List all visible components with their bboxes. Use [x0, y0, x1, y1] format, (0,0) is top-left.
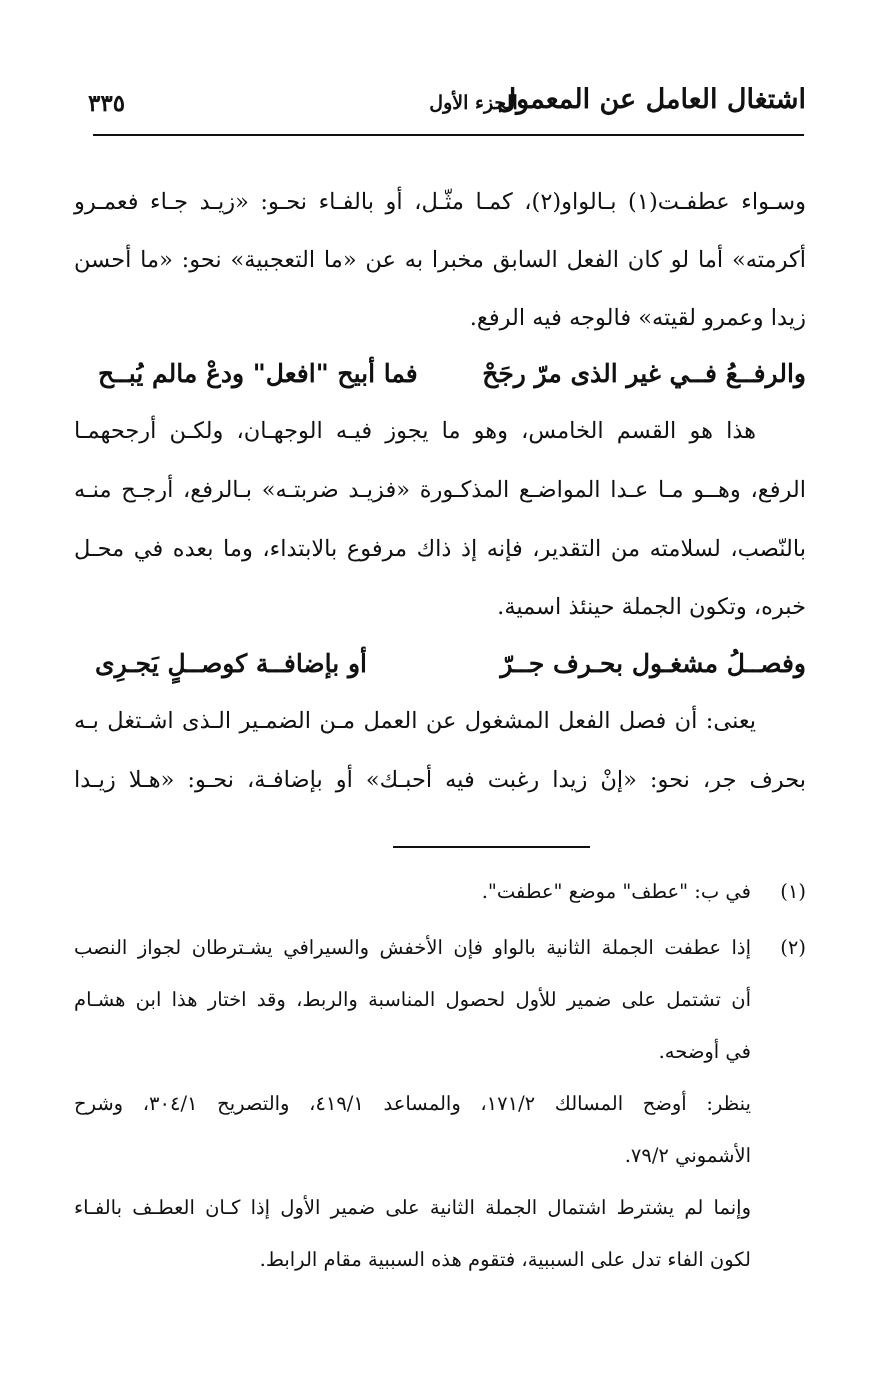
- text-line: الرفع، وهــو مـا عـدا المواضـع المذكـورة «فزيـد ضربتـه» بـالرفع، أرجـح منـه: [74, 477, 806, 503]
- footnote-number: (١): [780, 880, 806, 903]
- footnote-line: لكون الفاء تدل على السببية، فتقوم هذه السببية مقام الرابط.: [259, 1248, 751, 1271]
- header-rule: [93, 134, 804, 136]
- chapter-title: اشتغال العامل عن المعمول: [496, 84, 806, 115]
- text-line: زيدا وعمرو لقيته» فالوجه فيه الرفع.: [469, 305, 806, 331]
- footnote-line: وإنما لم يشترط اشتمال الجملة الثانية على ضمير الأول إذا كـان العطـف بالفـاء: [74, 1196, 751, 1219]
- verse-hemistich-right: والرفــعُ فــي غير الذى مرّ رجَحْ: [482, 359, 806, 388]
- footnote-line: في أوضحه.: [658, 1040, 751, 1063]
- footnote-line: أن تشتمل على ضمير للأول لحصول المناسبة والربط، وقد اختار هذا ابن هشـام: [74, 988, 751, 1011]
- text-line: يعنى: أن فصل الفعل المشغول عن العمل مـن الضمـير الـذى اشـتغل بـه: [74, 708, 756, 734]
- footnote-line: ينظر: أوضح المسالك ١٧١/٢، والمساعد ٤١٩/١، والتصريح ٣٠٤/١، وشرح: [74, 1092, 751, 1115]
- footnote-line: في ب: "عطف" موضع "عطفت".: [481, 880, 751, 903]
- footnote-separator: [393, 846, 590, 848]
- text-line: أكرمته» أما لو كان الفعل السابق مخبرا به عن «ما التعجبية» نحو: «ما أحسن: [74, 247, 806, 273]
- text-line: هذا هو القسم الخامس، وهو ما يجوز فيـه الوجهـان، ولكـن أرجحهمـا: [74, 418, 756, 444]
- verse-hemistich-right: وفصــلُ مشغـول بحـرف جــرّ: [500, 649, 806, 678]
- text-line: وسـواء عطفـت(١) بـالواو(٢)، كمـا مثّـل، أو بالفـاء نحـو: «زيـد جـاء فعمـرو: [74, 189, 806, 215]
- volume-label: الجزء الأول: [429, 92, 518, 114]
- verse-hemistich-left: أو بإضافــة كوصــلٍ يَجـرِى: [95, 649, 367, 678]
- text-line: بالنّصب، لسلامته من التقدير، فإنه إذ ذاك مرفوع بالابتداء، وما بعده في محـل: [74, 536, 806, 562]
- footnote-number: (٢): [780, 936, 806, 959]
- text-line: بحرف جر، نحو: «إنْ زيدا رغبت فيه أحبـك» أو بإضافـة، نحـو: «هـلا زيـدا: [74, 767, 806, 793]
- footnote-line: إذا عطفت الجملة الثانية بالواو فإن الأخفش والسيرافي يشـترطان لجواز النصب: [74, 936, 751, 959]
- verse-hemistich-left: فما أبيح "افعل" ودعْ مالم يُبــح: [98, 359, 418, 388]
- text-line: خبره، وتكون الجملة حينئذ اسمية.: [497, 594, 806, 620]
- running-header: [88, 78, 806, 130]
- page-number: ٣٣٥: [88, 90, 126, 117]
- footnote-line: الأشموني ٧٩/٢.: [624, 1144, 751, 1167]
